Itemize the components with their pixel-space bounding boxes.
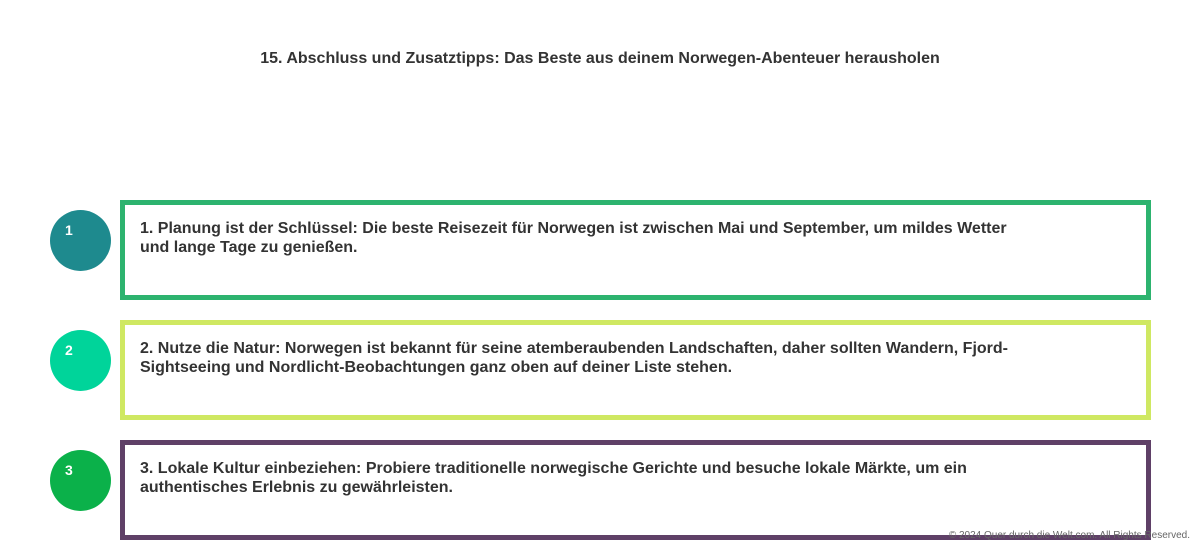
tip-box-3 — [120, 440, 1151, 540]
tip-text-1: 1. Planung ist der Schlüssel: Die beste Reisezeit für Norwegen ist zwischen Mai und September, um mildes Wetter und lange Tage zu genießen. — [140, 220, 1007, 256]
tip-item-3 — [0, 440, 1200, 540]
page-title: 15. Abschluss und Zusatztipps: Das Beste aus deinem Norwegen-Abenteuer herausholen — [260, 50, 940, 67]
tip-box-2 — [120, 320, 1151, 420]
number-label-3: 3 — [65, 462, 73, 478]
copyright-footer: © 2024 Quer durch die Welt.com. All Rights Reserved. — [948, 530, 1190, 541]
tip-box-1 — [120, 200, 1151, 300]
tip-item-2 — [0, 320, 1200, 420]
number-circle-3 — [50, 450, 111, 511]
tip-text-3: 3. Lokale Kultur einbeziehen: Probiere traditionelle norwegische Gerichte und besuche lokale Märkte, um ein authentisches Erlebnis zu gewährleisten. — [140, 460, 967, 496]
number-label-2: 2 — [65, 342, 73, 358]
number-label-1: 1 — [65, 222, 73, 238]
number-circle-1 — [50, 210, 111, 271]
tip-item-1 — [0, 200, 1200, 300]
tip-text-2: 2. Nutze die Natur: Norwegen ist bekannt für seine atemberaubenden Landschaften, daher sollten Wandern, Fjord-Sightseeing und Nordlicht-Beobachtungen ganz oben auf deiner Liste stehen. — [140, 340, 1008, 376]
number-circle-2 — [50, 330, 111, 391]
